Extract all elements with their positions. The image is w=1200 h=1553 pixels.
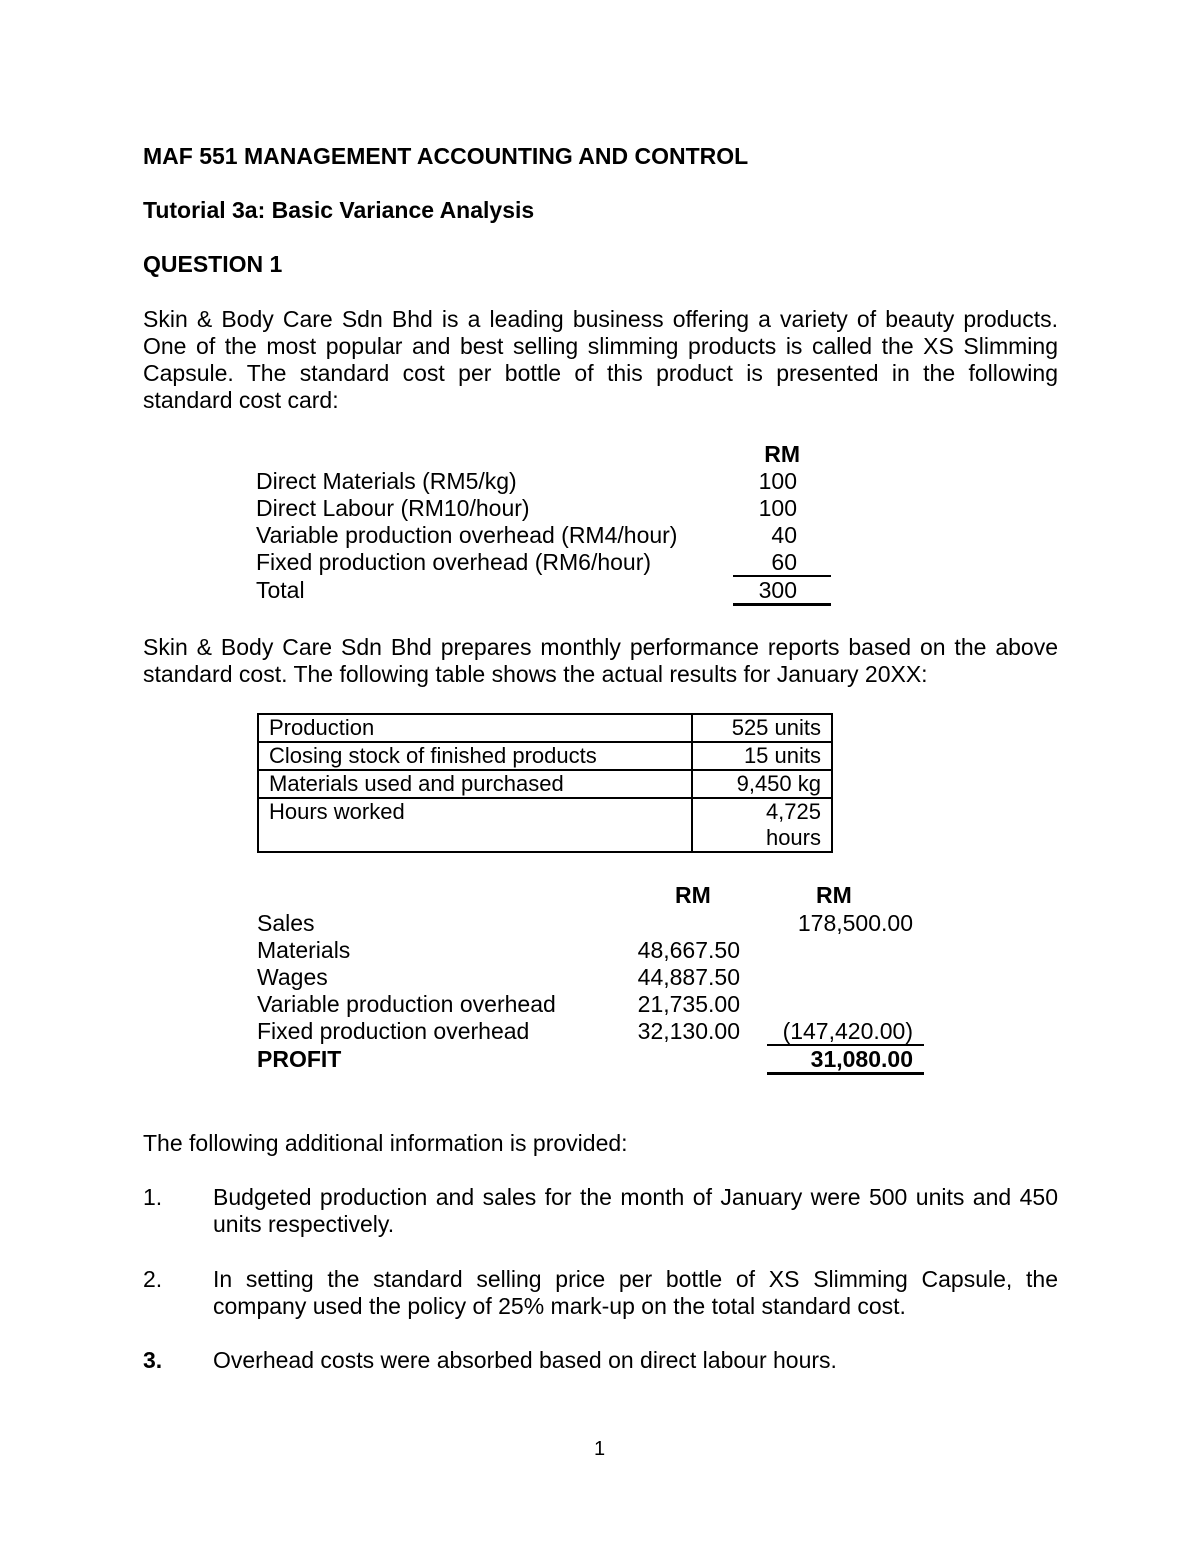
cost-card-row-label: Fixed production overhead (RM6/hour): [256, 549, 652, 575]
table-row: [258, 742, 832, 770]
report-paragraph: Skin & Body Care Sdn Bhd prepares monthly performance reports based on the above standard cost. The following table shows the actual results for January 20XX:: [143, 634, 1058, 687]
list-item-number: 2.: [143, 1266, 163, 1292]
question-heading: QUESTION 1: [143, 251, 283, 277]
table-cell-value-line: hours: [765, 825, 821, 850]
col1-header: RM: [675, 882, 711, 908]
course-title: MAF 551 MANAGEMENT ACCOUNTING AND CONTROL: [143, 143, 749, 169]
table-cell-label: Materials used and purchased: [258, 770, 692, 798]
cost-value: 44,887.50: [637, 964, 740, 990]
table-cell-value: [692, 798, 832, 852]
cost-label: Wages: [257, 964, 328, 990]
page-number: 1: [594, 1438, 606, 1460]
cost-card-row-label: Direct Labour (RM10/hour): [256, 495, 530, 521]
table-cell-value: 9,450 kg: [692, 770, 832, 798]
cost-value: 48,667.50: [637, 937, 740, 963]
total-costs-value: (147,420.00): [782, 1018, 913, 1044]
actual-results-table: [257, 713, 833, 853]
table-row: [258, 798, 832, 852]
profit-value: 31,080.00: [810, 1046, 913, 1072]
cost-card-row-value: 40: [771, 522, 797, 548]
additional-intro: The following additional information is provided:: [143, 1130, 628, 1156]
col2-header: RM: [816, 882, 852, 908]
table-row: [258, 714, 832, 742]
cost-card-currency-header: RM: [764, 441, 800, 467]
list-item-text: Budgeted production and sales for the month of January were 500 units and 450 units respectively.: [213, 1184, 1058, 1237]
cost-card-row-value: 60: [771, 549, 797, 575]
table-row: [258, 770, 832, 798]
cost-card-total-value: 300: [758, 577, 797, 603]
cost-card-row-value: 100: [758, 495, 797, 521]
table-cell-value: 525 units: [692, 714, 832, 742]
profit-label: PROFIT: [257, 1046, 342, 1072]
sales-label: Sales: [257, 910, 315, 936]
table-cell-label: Hours worked: [258, 798, 692, 852]
cost-card-row-label: Direct Materials (RM5/kg): [256, 468, 517, 494]
profit-bottom-rule: [767, 1072, 924, 1075]
cost-label: Materials: [257, 937, 351, 963]
table-cell-value-line: 4,725: [765, 799, 821, 824]
cost-card-row-label: Variable production overhead (RM4/hour): [256, 522, 678, 548]
table-cell-value: 15 units: [692, 742, 832, 770]
cost-card-total-label: Total: [256, 577, 305, 603]
cost-label: Fixed production overhead: [257, 1018, 530, 1044]
cost-card-row-value: 100: [758, 468, 797, 494]
list-item-number: 1.: [143, 1184, 163, 1210]
tutorial-title: Tutorial 3a: Basic Variance Analysis: [143, 197, 535, 223]
intro-paragraph: Skin & Body Care Sdn Bhd is a leading business offering a variety of beauty products. One of the most popular and best selling slimming products is called the XS Slimming Capsule. The standard cost per bottle of this product is presented in the following standard cost card:: [143, 306, 1058, 413]
list-item-text: In setting the standard selling price per bottle of XS Slimming Capsule, the company used the policy of 25% mark-up on the total standard cost.: [213, 1266, 1058, 1319]
table-cell-label: Production: [258, 714, 692, 742]
cost-value: 32,130.00: [637, 1018, 740, 1044]
cost-label: Variable production overhead: [257, 991, 556, 1017]
list-item-number: 3.: [143, 1347, 163, 1373]
total-bottom-rule: [733, 603, 831, 606]
table-cell-label: Closing stock of finished products: [258, 742, 692, 770]
cost-value: 21,735.00: [637, 991, 740, 1017]
sales-value: 178,500.00: [797, 910, 913, 936]
list-item-text: Overhead costs were absorbed based on direct labour hours.: [213, 1347, 837, 1373]
